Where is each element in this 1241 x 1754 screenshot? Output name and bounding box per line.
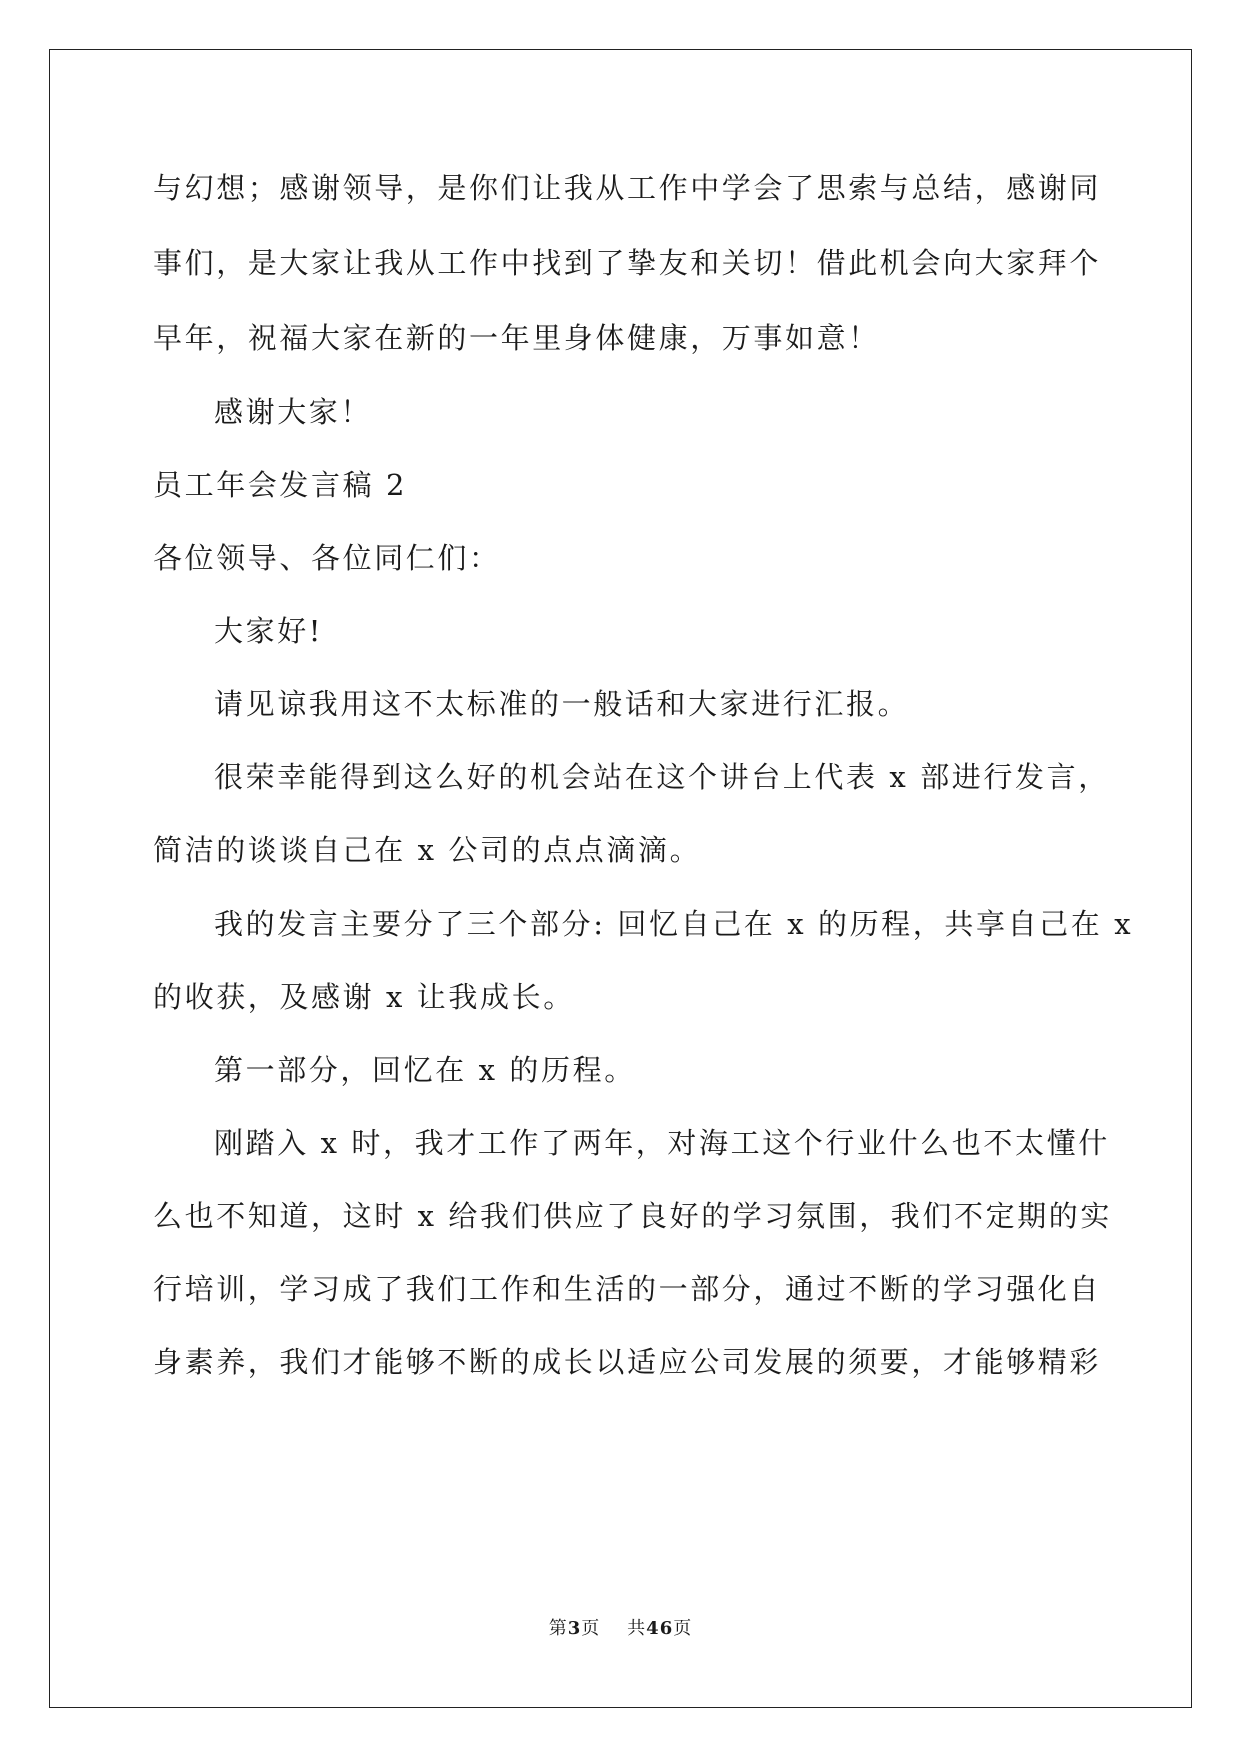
body-line: 感谢大家！: [214, 395, 373, 429]
body-line: 很荣幸能得到这么好的机会站在这个讲台上代表 x 部进行发言，: [214, 760, 1110, 794]
body-line: 事们，是大家让我从工作中找到了挚友和关切！借此机会向大家拜个: [153, 246, 1102, 280]
body-line: 简洁的谈谈自己在 x 公司的点点滴滴。: [153, 833, 702, 867]
body-line: 刚踏入 x 时，我才工作了两年，对海工这个行业什么也不太懂什: [214, 1126, 1110, 1160]
section-heading: 员工年会发言稿 2: [153, 468, 408, 502]
body-line: 么也不知道，这时 x 给我们供应了良好的学习氛围，我们不定期的实: [153, 1199, 1112, 1233]
page-footer: [0, 1617, 1241, 1641]
page-border: [49, 49, 1192, 1708]
body-line: 第一部分，回忆在 x 的历程。: [214, 1053, 636, 1087]
body-line: 行培训，学习成了我们工作和生活的一部分，通过不断的学习强化自: [153, 1272, 1102, 1306]
salutation: 各位领导、各位同仁们：: [153, 541, 501, 575]
footer-total-unit: 页: [673, 1618, 693, 1639]
body-line: 与幻想；感谢领导，是你们让我从工作中学会了思索与总结，感谢同: [153, 171, 1102, 205]
body-line: 我的发言主要分了三个部分: 回忆自己在 x 的历程，共享自己在 x: [214, 907, 1134, 941]
footer-page-unit: 页: [581, 1618, 601, 1639]
current-page-number: 3: [567, 1618, 582, 1639]
body-line: 身素养，我们才能够不断的成长以适应公司发展的须要，才能够精彩: [153, 1345, 1102, 1379]
body-line: 请见谅我用这不太标准的一般话和大家进行汇报。: [214, 687, 910, 721]
footer-total-prefix: 共: [627, 1618, 647, 1639]
body-line: 的收获，及感谢 x 让我成长。: [153, 980, 575, 1014]
body-line: 早年，祝福大家在新的一年里身体健康，万事如意！: [153, 321, 880, 355]
body-line: 大家好!: [214, 614, 324, 648]
footer-prefix: 第: [548, 1618, 568, 1639]
total-page-count: 46: [646, 1618, 674, 1639]
